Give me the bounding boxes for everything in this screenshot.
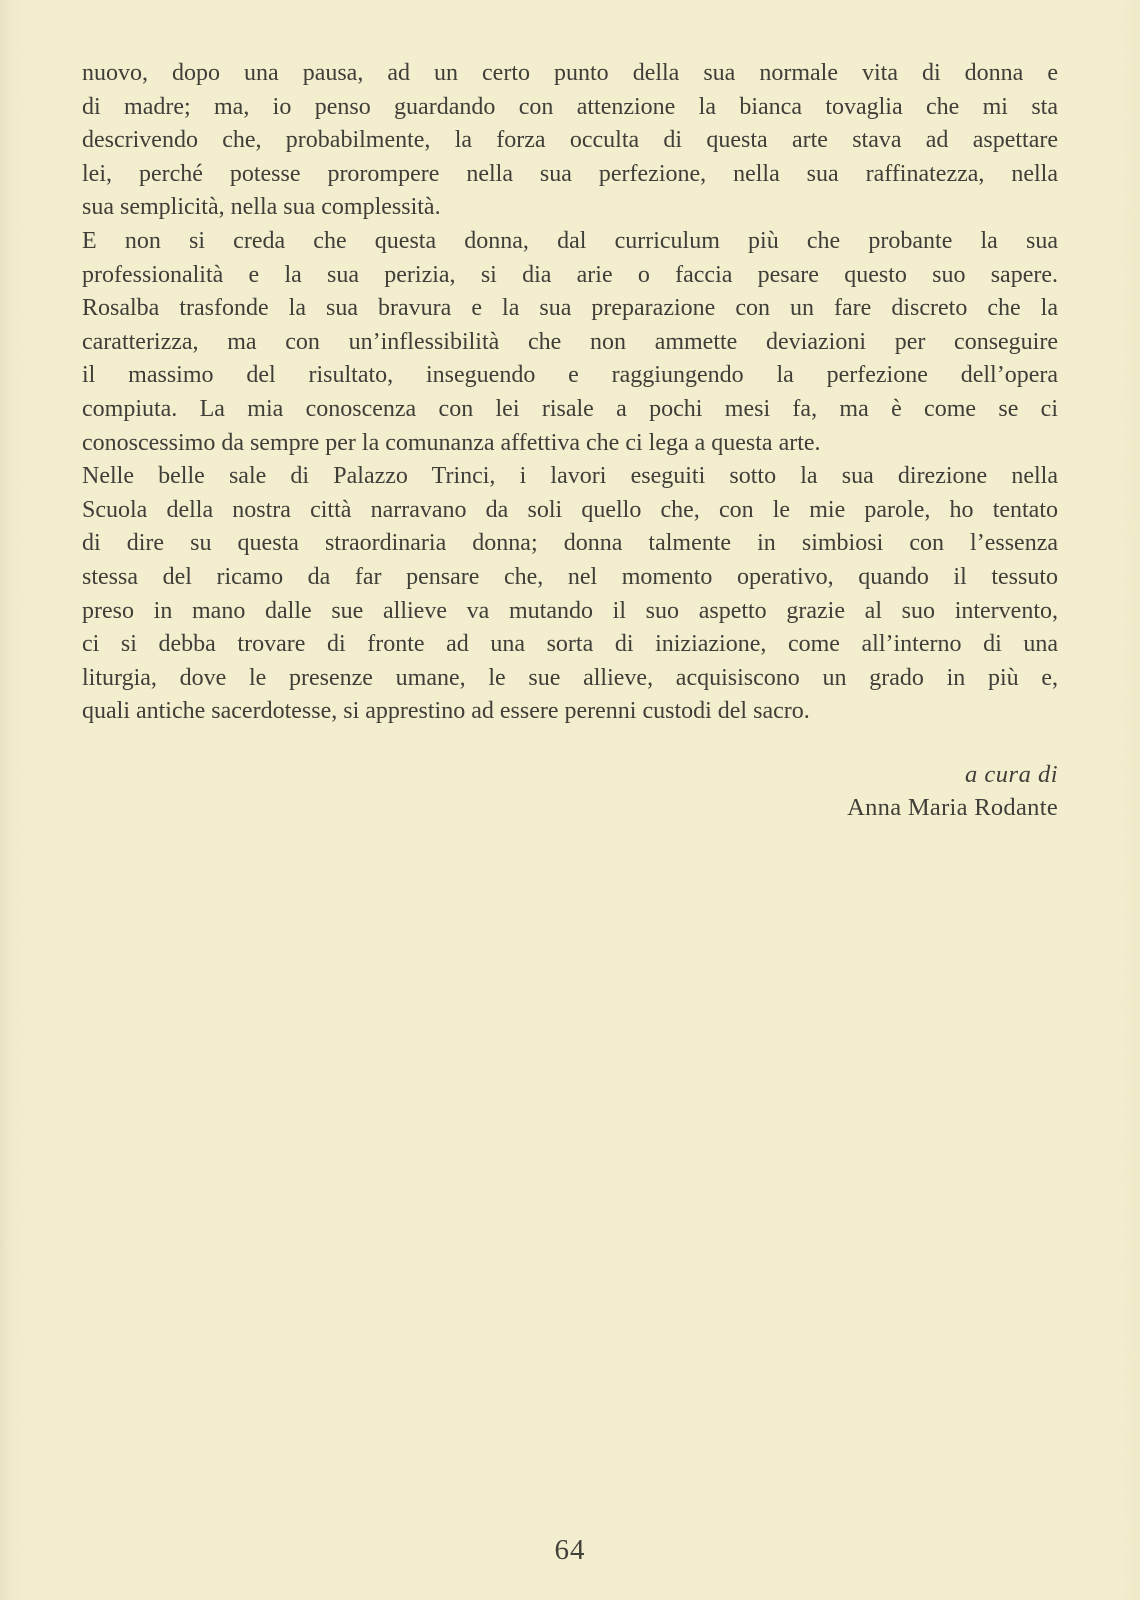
text-line: descrivendo che, probabilmente, la forza occulta di questa arte stava ad aspettare — [82, 127, 1058, 154]
paragraph — [82, 225, 1058, 460]
text-line: Scuola della nostra città narravano da soli quello che, con le mie parole, ho tentato — [82, 496, 1058, 523]
paragraph — [82, 460, 1058, 729]
text-line: liturgia, dove le presenze umane, le sue allieve, acquisiscono un grado in più e, — [82, 664, 1058, 691]
body-text — [82, 57, 1058, 729]
text-line: di dire su questa straordinaria donna; donna talmente in simbiosi con l’essenza — [82, 530, 1058, 557]
byline — [82, 758, 1058, 824]
page-number: 64 — [554, 1534, 586, 1566]
text-line: lei, perché potesse prorompere nella sua perfezione, nella sua raffinatezza, nella — [82, 160, 1058, 187]
text-line: professionalità e la sua perizia, si dia arie o faccia pesare questo suo sapere. — [82, 261, 1058, 288]
text-line: ci si debba trovare di fronte ad una sorta di iniziazione, come all’interno di una — [82, 631, 1058, 658]
text-line: Rosalba trasfonde la sua bravura e la sua preparazione con un fare discreto che la — [82, 295, 1058, 322]
paragraph — [82, 57, 1058, 225]
byline-name: Anna Maria Rodante — [847, 794, 1058, 821]
text-line: caratterizza, ma con un’inflessibilità che non ammette deviazioni per conseguire — [82, 328, 1058, 355]
text-line: conoscessimo da sempre per la comunanza affettiva che ci lega a questa arte. — [82, 429, 821, 456]
text-line: di madre; ma, io penso guardando con attenzione la bianca tovaglia che mi sta — [82, 93, 1058, 120]
text-line: nuovo, dopo una pausa, ad un certo punto della sua normale vita di donna e — [82, 60, 1058, 86]
text-line: il massimo del risultato, inseguendo e raggiungendo la perfezione dell’opera — [82, 362, 1058, 389]
text-line: quali antiche sacerdotesse, si apprestino ad essere perenni custodi del sacro. — [82, 698, 810, 725]
text-line: stessa del ricamo da far pensare che, nel momento operativo, quando il tessuto — [82, 563, 1058, 590]
text-line: compiuta. La mia conoscenza con lei risale a pochi mesi fa, ma è come se ci — [82, 395, 1058, 422]
text-line: E non si creda che questa donna, dal curriculum più che probante la sua — [82, 227, 1058, 254]
byline-role: a cura di — [965, 761, 1058, 788]
text-line: sua semplicità, nella sua complessità. — [82, 194, 441, 221]
text-line: Nelle belle sale di Palazzo Trinci, i lavori eseguiti sotto la sua direzione nella — [82, 463, 1058, 490]
text-line: preso in mano dalle sue allieve va mutando il suo aspetto grazie al suo intervento, — [82, 597, 1058, 624]
